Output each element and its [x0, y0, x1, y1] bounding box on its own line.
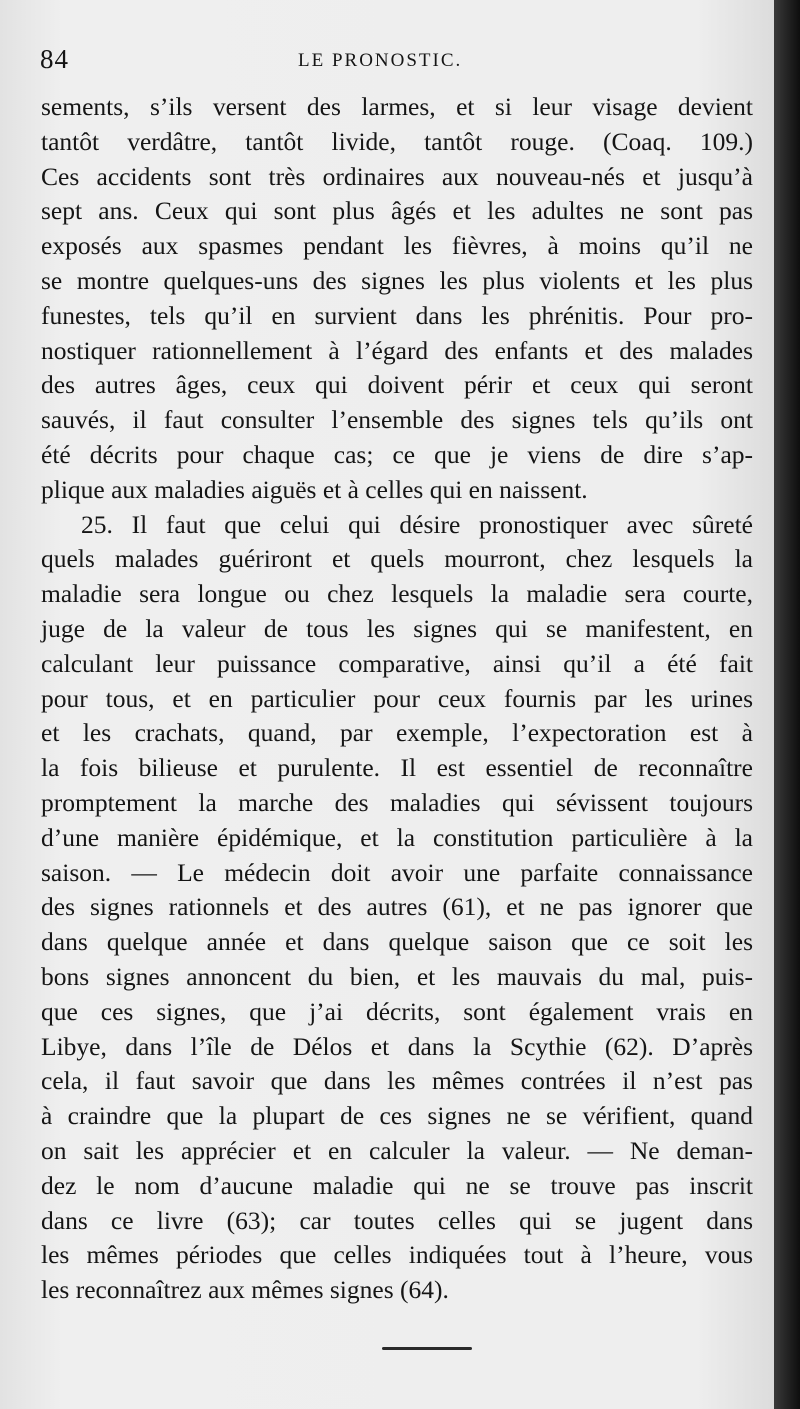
running-title: LE PRONOSTIC. — [298, 50, 463, 71]
text-line: les mêmes périodes que celles indiquées tout à l’heure, vous — [41, 1240, 753, 1270]
text-line: on sait les apprécier et en calculer la valeur. — Ne deman- — [41, 1135, 753, 1165]
body-text — [41, 90, 753, 1308]
text-line: promptement la marche des maladies qui sévissent toujours — [41, 787, 753, 817]
text-line: funestes, tels qu’il en survient dans les phrénitis. Pour pro- — [41, 300, 753, 330]
text-line: des signes rationnels et des autres (61), et ne pas ignorer que — [41, 892, 753, 922]
text-line: pour tous, et en particulier pour ceux fournis par les urines — [41, 683, 753, 713]
end-ornament-rule — [382, 1347, 472, 1350]
text-line: exposés aux spasmes pendant les fièvres, à moins qu’il ne — [41, 231, 753, 261]
page-edge-shadow — [774, 0, 800, 1409]
text-line: juge de la valeur de tous les signes qui se manifestent, en — [41, 613, 753, 643]
text-line: calculant leur puissance comparative, ainsi qu’il a été fait — [41, 648, 753, 678]
page-header — [40, 44, 760, 84]
page-number: 84 — [40, 44, 69, 74]
text-line: se montre quelques-uns des signes les plus violents et les plus — [41, 265, 753, 295]
text-line: sauvés, il faut consulter l’ensemble des signes tels qu’ils ont — [41, 405, 753, 435]
text-line: saison. — Le médecin doit avoir une parfaite connaissance — [41, 857, 753, 887]
text-line: à craindre que la plupart de ces signes ne se vérifient, quand — [41, 1101, 753, 1131]
text-line: la fois bilieuse et purulente. Il est essentiel de reconnaître — [41, 753, 753, 783]
text-line: Libye, dans l’île de Délos et dans la Scythie (62). D’après — [41, 1031, 753, 1061]
text-line: nostiquer rationnellement à l’égard des enfants et des malades — [41, 335, 753, 365]
text-line: que ces signes, que j’ai décrits, sont également vrais en — [41, 996, 753, 1026]
text-line: été décrits pour chaque cas; ce que je viens de dire s’ap- — [41, 439, 753, 469]
text-line: dez le nom d’aucune maladie qui ne se trouve pas inscrit — [41, 1170, 753, 1200]
text-line: sept ans. Ceux qui sont plus âgés et les adultes ne sont pas — [41, 196, 753, 226]
text-line: cela, il faut savoir que dans les mêmes contrées il n’est pas — [41, 1066, 753, 1096]
paragraph-end-line: les reconnaîtrez aux mêmes signes (64). — [41, 1275, 449, 1305]
text-line: des autres âges, ceux qui doivent périr et ceux qui seront — [41, 370, 753, 400]
text-line: maladie sera longue ou chez lesquels la maladie sera courte, — [41, 579, 753, 609]
text-line: Ces accidents sont très ordinaires aux nouveau-nés et jusqu’à — [41, 161, 753, 191]
text-line: et les crachats, quand, par exemple, l’expectoration est à — [41, 718, 753, 748]
paragraph-start-line: 25. Il faut que celui qui désire pronostiquer avec sûreté — [81, 509, 753, 539]
text-line: tantôt verdâtre, tantôt livide, tantôt rouge. (Coaq. 109.) — [41, 126, 753, 156]
text-line: quels malades guériront et quels mourront, chez lesquels la — [41, 544, 753, 574]
text-line: d’une manière épidémique, et la constitution particulière à la — [41, 822, 753, 852]
text-line: bons signes annoncent du bien, et les mauvais du mal, puis- — [41, 961, 753, 991]
text-line: dans ce livre (63); car toutes celles qui se jugent dans — [41, 1205, 753, 1235]
text-line: dans quelque année et dans quelque saison que ce soit les — [41, 927, 753, 957]
text-line: sements, s’ils versent des larmes, et si leur visage devient — [41, 92, 753, 121]
paragraph-end-line: plique aux maladies aiguës et à celles qui en naissent. — [41, 474, 588, 504]
